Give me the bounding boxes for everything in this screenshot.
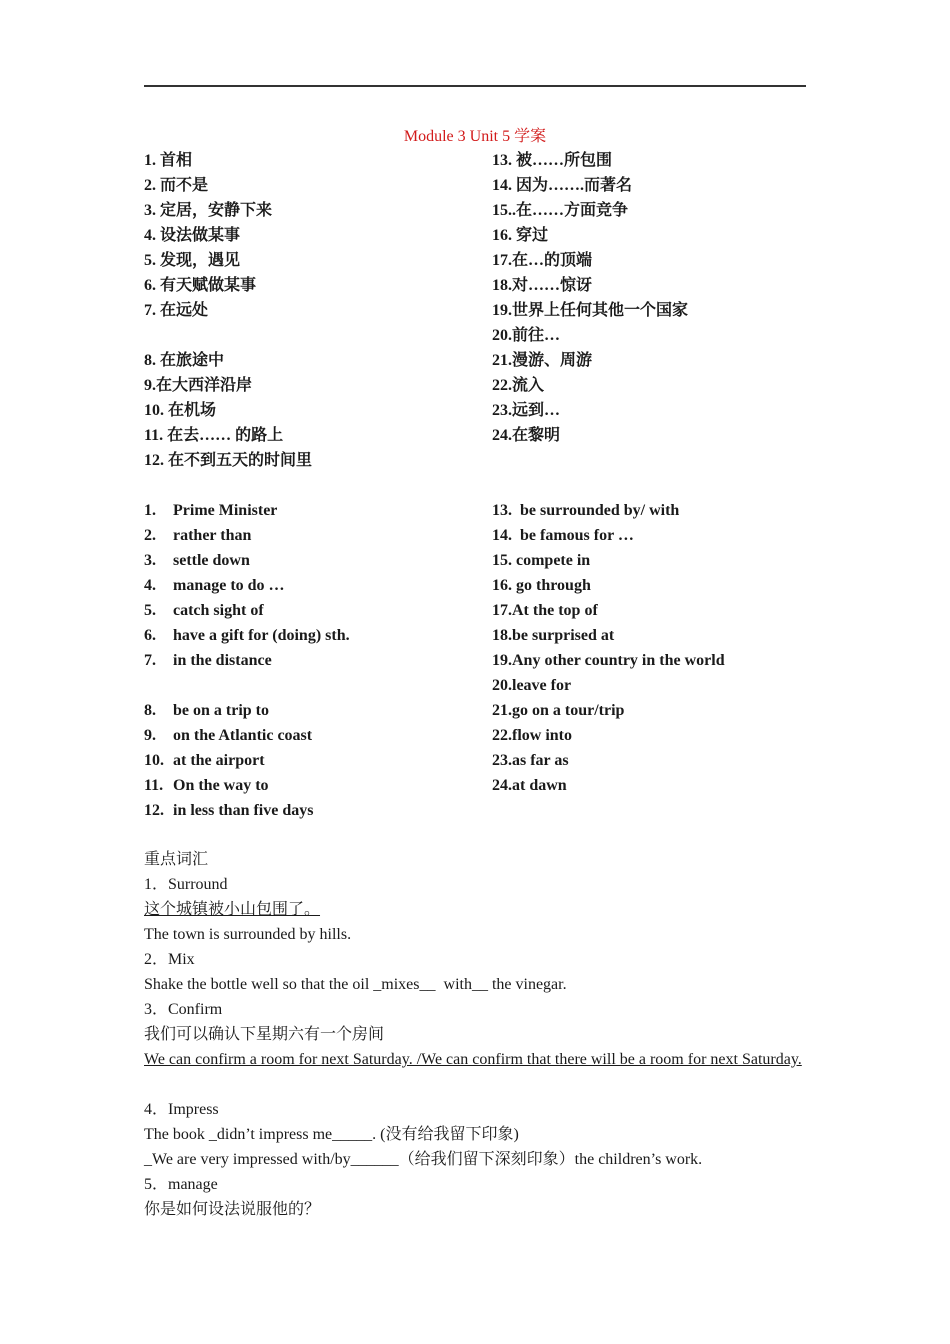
en-item-number: 2.: [144, 527, 156, 544]
cn-item-3: 3. 定居，安静下来: [144, 202, 273, 219]
en-item-number: 1.: [144, 502, 156, 519]
en-item-text: be on a trip to: [173, 702, 269, 719]
en-item-13: 13. be surrounded by/ with: [492, 502, 680, 519]
vocab-surround-english: The town is surrounded by hills.: [144, 926, 352, 943]
en-item-2: [144, 523, 251, 548]
en-item-17: 17.At the top of: [492, 602, 598, 619]
en-item-10: [144, 748, 265, 773]
vocab-impress-heading: 4．Impress: [144, 1101, 219, 1118]
en-item-number: 8.: [144, 702, 156, 719]
en-item-text: On the way to: [173, 777, 269, 794]
cn-item-19: 19.世界上任何其他一个国家: [492, 302, 689, 319]
cn-item-23: 23.远到…: [492, 402, 561, 419]
cn-item-9: 9.在大西洋沿岸: [144, 377, 253, 394]
cn-item-2: 2. 而不是: [144, 177, 209, 194]
en-item-text: at the airport: [173, 752, 265, 769]
cn-item-16: 16. 穿过: [492, 227, 549, 244]
en-item-text: catch sight of: [173, 602, 264, 619]
en-item-text: in less than five days: [173, 802, 314, 819]
cn-item-5: 5. 发现，遇见: [144, 252, 241, 269]
en-item-number: 7.: [144, 652, 156, 669]
en-item-24: 24.at dawn: [492, 777, 567, 794]
en-item-text: manage to do …: [173, 577, 285, 594]
en-item-20: 20.leave for: [492, 677, 572, 694]
en-item-3: [144, 548, 250, 573]
vocab-surround-chinese: 这个城镇被小山包围了。: [144, 901, 321, 918]
en-item-21: 21.go on a tour/trip: [492, 702, 625, 719]
en-item-18: 18.be surprised at: [492, 627, 615, 644]
cn-item-10: 10. 在机场: [144, 402, 217, 419]
page-title: Module 3 Unit 5 学案: [403, 128, 547, 145]
en-item-4: [144, 573, 285, 598]
cn-item-1: 1. 首相: [144, 152, 193, 169]
cn-item-13: 13. 被……所包围: [492, 152, 613, 169]
en-item-1: [144, 498, 277, 523]
en-item-9: [144, 723, 312, 748]
cn-item-15: 15..在……方面竞争: [492, 202, 629, 219]
cn-item-17: 17.在…的顶端: [492, 252, 593, 269]
cn-item-7: 7. 在远处: [144, 302, 209, 319]
vocab-manage-chinese: 你是如何设法说服他的？: [144, 1201, 321, 1218]
en-item-6: [144, 623, 350, 648]
en-item-text: have a gift for (doing) sth.: [173, 627, 350, 644]
vocab-heading: 重点词汇: [144, 851, 209, 868]
en-item-text: rather than: [173, 527, 252, 544]
cn-item-4: 4. 设法做某事: [144, 227, 241, 244]
vocab-surround-heading: 1．Surround: [144, 876, 228, 893]
en-item-number: 5.: [144, 602, 156, 619]
vocab-impress-sentence-1: The book _didn’t impress me_____. (没有给我留下印象): [144, 1126, 519, 1143]
cn-item-14: 14. 因为…….而著名: [492, 177, 633, 194]
en-item-text: on the Atlantic coast: [173, 727, 313, 744]
en-item-number: 4.: [144, 577, 156, 594]
cn-item-21: 21.漫游、周游: [492, 352, 593, 369]
cn-item-6: 6. 有天赋做某事: [144, 277, 257, 294]
en-item-number: 6.: [144, 627, 156, 644]
vocab-manage-heading: 5．manage: [144, 1176, 218, 1193]
en-item-number: 3.: [144, 552, 156, 569]
en-item-number: 12.: [144, 802, 164, 819]
vocab-confirm-english: We can confirm a room for next Saturday. /We can confirm that there will be a room for next Saturday.: [144, 1051, 802, 1068]
vocab-confirm-heading: 3．Confirm: [144, 1001, 223, 1018]
en-item-8: [144, 698, 269, 723]
vocab-confirm-chinese: 我们可以确认下星期六有一个房间: [144, 1026, 385, 1043]
vocab-impress-sentence-2: _We are very impressed with/by______（给我们留下深刻印象）the children’s work.: [144, 1151, 703, 1168]
en-item-5: [144, 598, 264, 623]
cn-item-12: 12. 在不到五天的时间里: [144, 452, 313, 469]
cn-item-8: 8. 在旅途中: [144, 352, 225, 369]
cn-item-11: 11. 在去…… 的路上: [144, 427, 284, 444]
en-item-16: 16. go through: [492, 577, 591, 594]
en-item-text: settle down: [173, 552, 250, 569]
en-item-number: 11.: [144, 777, 164, 794]
en-item-text: in the distance: [173, 652, 272, 669]
en-item-19: 19.Any other country in the world: [492, 652, 725, 669]
en-item-15: 15. compete in: [492, 552, 591, 569]
en-item-12: [144, 798, 313, 823]
en-item-number: 9.: [144, 727, 156, 744]
en-item-number: 10.: [144, 752, 164, 769]
cn-item-20: 20.前往…: [492, 327, 561, 344]
vocab-mix-heading: 2．Mix: [144, 951, 195, 968]
vocab-mix-sentence: Shake the bottle well so that the oil _mixes__ with__ the vinegar.: [144, 976, 567, 993]
cn-item-18: 18.对……惊讶: [492, 277, 593, 294]
en-item-7: [144, 648, 272, 673]
en-item-11: [144, 773, 269, 798]
header-rule: [144, 85, 806, 87]
cn-item-24: 24.在黎明: [492, 427, 561, 444]
en-item-22: 22.flow into: [492, 727, 572, 744]
en-item-23: 23.as far as: [492, 752, 569, 769]
cn-item-22: 22.流入: [492, 377, 545, 394]
en-item-text: Prime Minister: [173, 502, 278, 519]
en-item-14: 14. be famous for …: [492, 527, 634, 544]
